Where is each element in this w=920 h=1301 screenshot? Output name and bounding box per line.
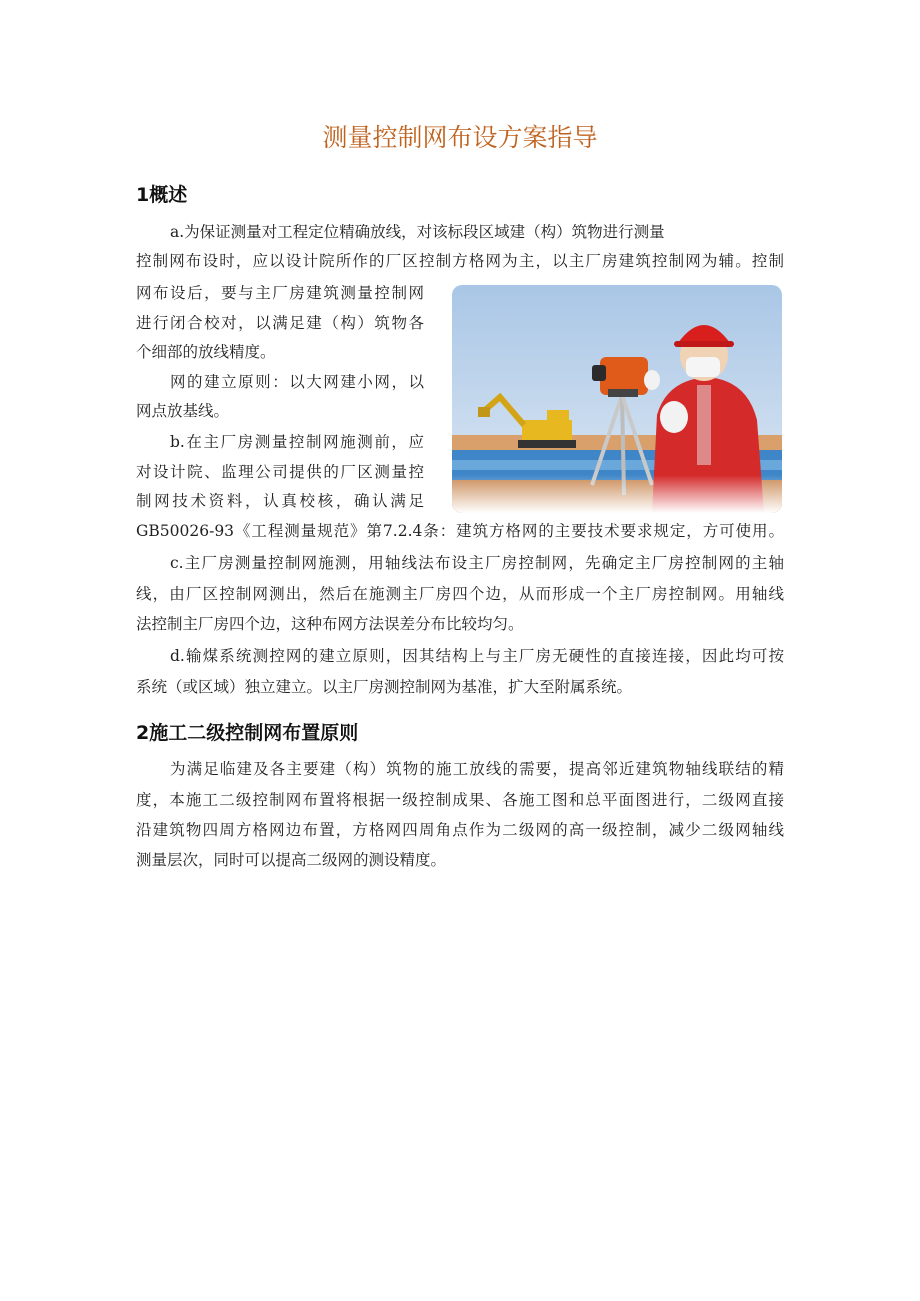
section-1-line-16: 系统（或区域）独立建立。以主厂房测控制网为基准，扩大至附属系统。 bbox=[136, 678, 633, 696]
section-1-line-10: 制网技术资料，认真校核，确认满足 bbox=[136, 492, 424, 510]
section-1-line-6: 网的建立原则：以大网建小网，以 bbox=[170, 373, 424, 391]
section-1-line-11: GB50026-93《工程测量规范》第7.2.4条：建筑方格网的主要技术要求规定，方可使用。 bbox=[136, 522, 784, 540]
section-1-line-14: 法控制主厂房四个边，这种布网方法误差分布比较均匀。 bbox=[136, 615, 524, 633]
section-1-line-7: 网点放基线。 bbox=[136, 402, 230, 420]
section-1-line-4: 进行闭合校对，以满足建（构）筑物各 bbox=[136, 314, 424, 332]
section-1-heading: 1概述 bbox=[136, 184, 188, 206]
section-1-line-1: a.为保证测量对工程定位精确放线，对该标段区域建（构）筑物进行测量 bbox=[170, 223, 665, 241]
section-1-line-5: 个细部的放线精度。 bbox=[136, 343, 276, 361]
section-1-line-12: c.主厂房测量控制网施测，用轴线法布设主厂房控制网，先确定主厂房控制网的主轴 bbox=[170, 554, 784, 572]
section-1-line-15: d.输煤系统测控网的建立原则，因其结构上与主厂房无硬性的直接连接，因此均可按 bbox=[170, 647, 784, 665]
section-1-line-9: 对设计院、监理公司提供的厂区测量控 bbox=[136, 463, 424, 481]
section-1-line-8: b.在主厂房测量控制网施测前，应 bbox=[170, 433, 424, 451]
section-2-line-2: 度，本施工二级控制网布置将根据一级控制成果、各施工图和总平面图进行，二级网直接 bbox=[136, 791, 784, 809]
section-2-heading: 2施工二级控制网布置原则 bbox=[136, 722, 359, 744]
surveyor-photo bbox=[452, 285, 782, 513]
section-1-line-13: 线，由厂区控制网测出，然后在施测主厂房四个边，从而形成一个主厂房控制网。用轴线 bbox=[136, 585, 784, 603]
section-2-line-4: 测量层次，同时可以提高二级网的测设精度。 bbox=[136, 851, 447, 869]
section-2-line-1: 为满足临建及各主要建（构）筑物的施工放线的需要，提高邻近建筑物轴线联结的精 bbox=[170, 760, 784, 778]
section-2-line-3: 沿建筑物四周方格网边布置，方格网四周角点作为二级网的高一级控制，减少二级网轴线 bbox=[136, 821, 784, 839]
section-1-line-2: 控制网布设时，应以设计院所作的厂区控制方格网为主，以主厂房建筑控制网为辅。控制 bbox=[136, 252, 784, 270]
section-1-line-3: 网布设后，要与主厂房建筑测量控制网 bbox=[136, 284, 424, 302]
page-title: 测量控制网布设方案指导 bbox=[322, 123, 598, 152]
surveyor-illustration bbox=[452, 285, 782, 513]
level-instrument-shape bbox=[592, 357, 648, 397]
